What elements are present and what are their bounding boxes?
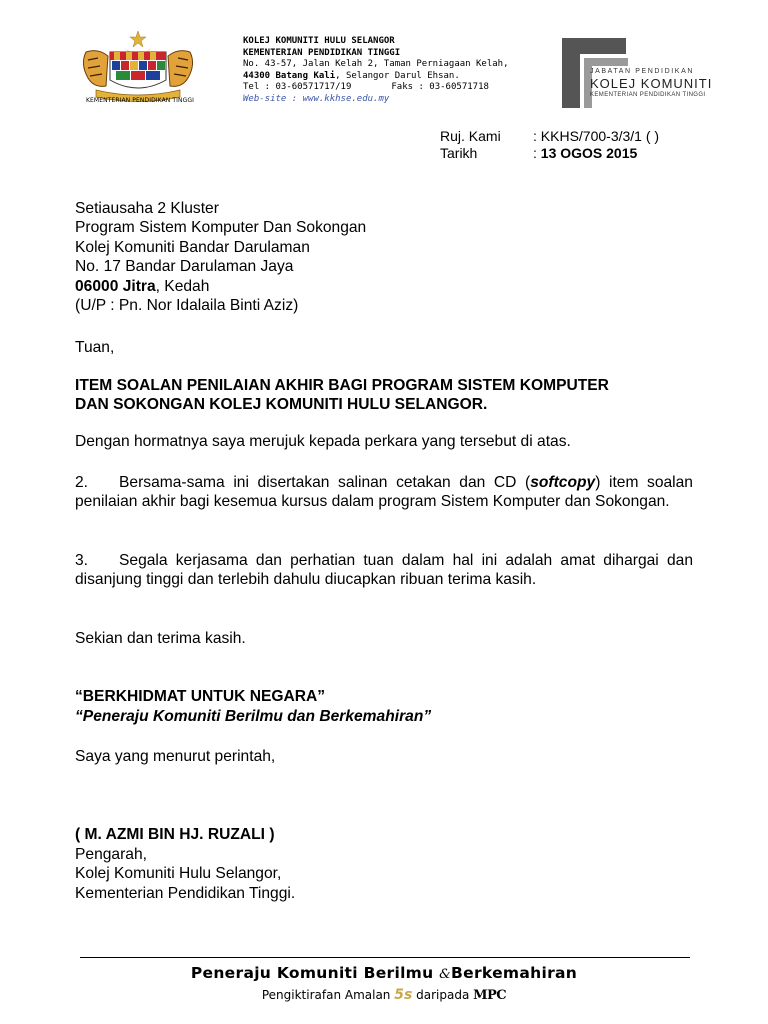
recipient-address xyxy=(75,199,366,315)
paragraph-2-text-b: ) item soalan penilaian akhir bagi kesemua kursus dalam program Sistem Komputer dan Sokongan. xyxy=(75,474,693,511)
footer-divider xyxy=(80,957,690,958)
closing-line: Sekian dan terima kasih. xyxy=(75,630,246,647)
signer-ministry: Kementerian Pendidikan Tinggi. xyxy=(75,884,296,902)
recipient-line-5 xyxy=(75,277,366,296)
salutation: Tuan, xyxy=(75,339,115,356)
footer-motto-b: Berkemahiran xyxy=(451,964,578,982)
footer-recognition xyxy=(0,987,768,1003)
institution-name: KOLEJ KOMUNITI HULU SELANGOR xyxy=(243,36,395,46)
recipient-line-3: Kolej Komuniti Bandar Darulaman xyxy=(75,238,310,256)
kolej-komuniti-logo-text xyxy=(590,68,712,98)
national-motto: “BERKHIDMAT UNTUK NEGARA” xyxy=(75,688,326,705)
institution-letterhead xyxy=(243,36,509,106)
tarikh-value: 13 OGOS 2015 xyxy=(540,145,638,161)
paragraph-3 xyxy=(75,551,693,590)
address-line-2 xyxy=(243,71,509,83)
recipient-line-4: No. 17 Bandar Darulaman Jaya xyxy=(75,258,294,276)
fax: Faks : 03-60571718 xyxy=(391,82,489,93)
address-state: , Selangor Darul Ehsan. xyxy=(335,70,460,81)
logo-line-3: KEMENTERIAN PENDIDIKAN TINGGI xyxy=(590,92,706,98)
telephone: Tel : 03-60571717/19 xyxy=(243,82,352,93)
footer-recognition-text: Pengiktirafan Amalan xyxy=(261,988,395,1002)
recipient-state: , Kedah xyxy=(155,277,210,295)
address-line-1: No. 43-57, Jalan Kelah 2, Taman Perniagaan Kelah, xyxy=(243,59,509,70)
five-s-logo-icon: 5s xyxy=(394,987,413,1003)
reference-block xyxy=(440,128,659,162)
recipient-line-1: Setiausaha 2 Kluster xyxy=(75,200,219,217)
recipient-line-2: Program Sistem Komputer Dan Sokongan xyxy=(75,219,367,237)
signer-details xyxy=(75,845,295,903)
paragraph-3-number: 3. xyxy=(75,552,89,569)
logo-line-2: KOLEJ KOMUNITI xyxy=(590,76,713,91)
address-postcode-city: 44300 Batang Kali xyxy=(243,70,336,81)
recipient-attention: (U/P : Pn. Nor Idalaila Binti Aziz) xyxy=(75,297,299,315)
subject-line-1: ITEM SOALAN PENILAIAN AKHIR BAGI PROGRAM SISTEM KOMPUTER xyxy=(75,377,609,394)
reference-row xyxy=(440,128,659,145)
footer-recognition-from: daripada xyxy=(412,988,474,1002)
mpc-logo-icon: MPC xyxy=(473,988,507,1003)
signer-name: ( M. AZMI BIN HJ. RUZALI ) xyxy=(75,826,275,843)
recipient-postcode-city: 06000 Jitra xyxy=(75,277,156,295)
tarikh-colon: : xyxy=(533,145,541,161)
ruj-value: : KKHS/700-3/3/1 ( ) xyxy=(533,128,660,144)
date-row xyxy=(440,145,659,162)
signer-organisation: Kolej Komuniti Hulu Selangor, xyxy=(75,865,282,883)
paragraph-2-number: 2. xyxy=(75,474,89,491)
contact-line xyxy=(243,82,509,94)
signer-position: Pengarah, xyxy=(75,846,147,863)
tarikh-label: Tarikh xyxy=(440,145,478,161)
paragraph-1: Dengan hormatnya saya merujuk kepada perkara yang tersebut di atas. xyxy=(75,433,571,450)
footer-motto xyxy=(0,964,768,982)
subject-line-2: DAN SOKONGAN KOLEJ KOMUNITI HULU SELANGOR. xyxy=(75,396,488,414)
paragraph-2-softcopy: softcopy xyxy=(530,474,596,491)
letter-subject xyxy=(75,376,609,415)
paragraph-2 xyxy=(75,473,693,512)
ruj-label: Ruj. Kami xyxy=(440,128,501,144)
obedience-line: Saya yang menurut perintah, xyxy=(75,748,276,765)
malaysia-coat-of-arms-icon xyxy=(76,30,200,106)
footer-motto-a: Peneraju Komuniti Berilmu xyxy=(190,964,440,982)
logo-line-1: JABATAN PENDIDIKAN xyxy=(590,68,694,75)
website-link[interactable]: Web-site : www.kkhse.edu.my xyxy=(243,93,390,104)
footer-ampersand: & xyxy=(439,967,452,982)
institution-motto: “Peneraju Komuniti Berilmu dan Berkemahiran” xyxy=(75,708,432,725)
paragraph-2-text-a: Bersama-sama ini disertakan salinan cetakan dan CD ( xyxy=(119,474,531,491)
crest-caption: KEMENTERIAN PENDIDIKAN TINGGI xyxy=(86,97,194,104)
paragraph-3-text: Segala kerjasama dan perhatian tuan dalam hal ini adalah amat dihargai dan disanjung tinggi dan terlebih dahulu diucapkan ribuan terima kasih. xyxy=(75,552,693,589)
ministry-name: KEMENTERIAN PENDIDIKAN TINGGI xyxy=(243,47,401,58)
